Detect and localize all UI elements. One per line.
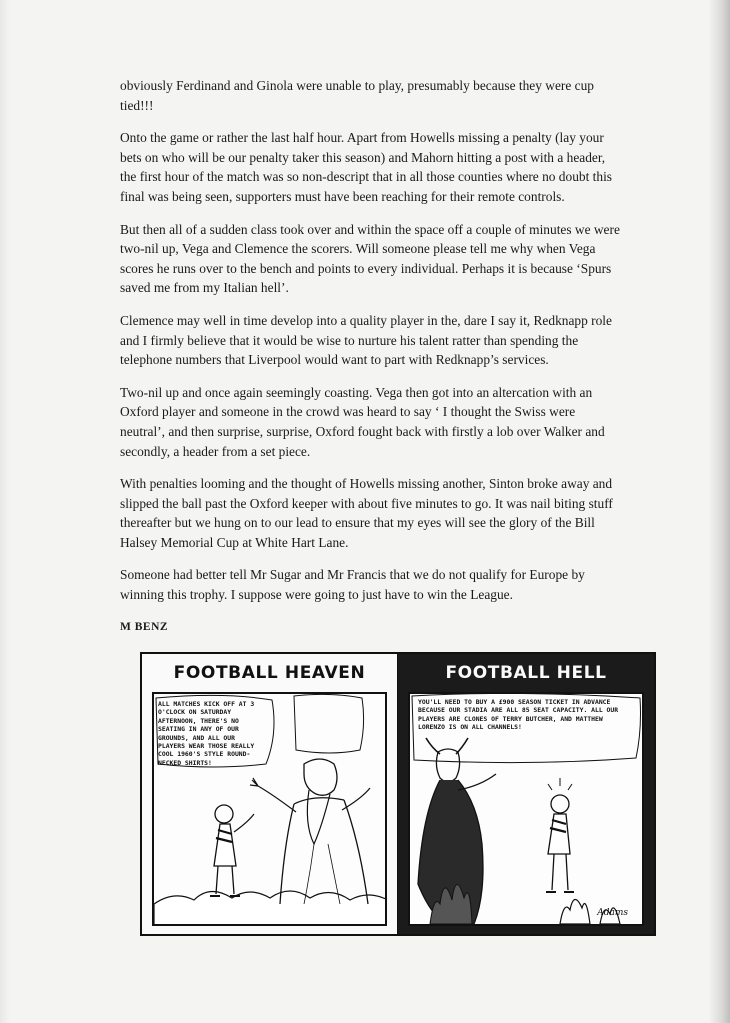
cartoon-frame-heaven bbox=[152, 692, 387, 926]
paragraph: But then all of a sudden class took over and within the space off a couple of minutes we were two-nil up, Vega and Clemence the scorers. Will someone please tell me why when Vega scores he runs over to the bench and points to every individual. Perhaps it is because ‘Spurs saved me from my Italian hell’. bbox=[120, 221, 620, 296]
paragraph: Onto the game or rather the last half hour. Apart from Howells missing a penalty (lay your bets on who will be our penalty taker this season) and Mahorn hitting a post with a header, the first hour of the match was so non-descript that in all those counties where no doubt this final was being seen, supporters must have been reaching for their remote controls. bbox=[120, 130, 613, 204]
cartoon-frame-hell bbox=[408, 692, 644, 926]
page-edge-right bbox=[708, 0, 730, 1023]
paragraph: Someone had better tell Mr Sugar and Mr Francis that we do not qualify for Europe by winning this trophy. I suppose were going to just have to win the League. bbox=[120, 567, 585, 603]
page-edge-left bbox=[0, 0, 10, 1023]
heaven-speech-caption: ALL MATCHES KICK OFF AT 3 O'CLOCK ON SATURDAY AFTERNOON, THERE'S NO SEATING IN ANY OF OUR GROUNDS, AND ALL OUR PLAYERS WEAR THOSE REALLY COOL 1960'S STYLE ROUND-NECKED SHIRTS! bbox=[158, 700, 255, 767]
panel-title-hell: FOOTBALL HELL bbox=[445, 663, 607, 683]
paragraph: Clemence may well in time develop into a quality player in the, dare I say it, Redknapp role and I firmly believe that it would be wise to nurture his talent ratter than spending the telephone numbers that Liverpool would want to part with Redknapp’s services. bbox=[120, 312, 612, 368]
paragraph: Two-nil up and once again seemingly coasting. Vega then got into an altercation with an Oxford player and someone in the crowd was heard to say ‘ I thought the Swiss were neutral’, and then surprise, surprise, Oxford fought back with firstly a lob over Walker and secondly, a header from a set piece. bbox=[120, 384, 605, 459]
article-body bbox=[120, 76, 620, 637]
cartoon-panel-heaven bbox=[142, 654, 398, 934]
author-byline: M BENZ bbox=[120, 620, 169, 633]
hell-speech-caption: YOU'LL NEED TO BUY A £900 SEASON TICKET IN ADVANCE BECAUSE OUR STADIA ARE ALL 85 SEAT CAPACITY. ALL OUR PLAYERS ARE CLONES OF TERRY BUTCHER, AND MATTHEW LORENZO IS ON ALL CHANNELS! bbox=[418, 698, 619, 732]
cartoon-panel-hell bbox=[398, 654, 654, 934]
panel-title-heaven: FOOTBALL HEAVEN bbox=[173, 663, 366, 683]
paragraph: obviously Ferdinand and Ginola were unable to play, presumably because they were cup tied!!! bbox=[120, 78, 594, 113]
artist-signature: Adams bbox=[597, 908, 628, 918]
paragraph: With penalties looming and the thought of Howells missing another, Sinton broke away and slipped the ball past the Oxford keeper with about five minutes to go. It was nail biting stuff thereafter but we hung on to our lead to ensure that my eyes will see the glory of the Bill Halsey Memorial Cup at White Hart Lane. bbox=[120, 476, 613, 550]
cartoon-strip bbox=[140, 652, 656, 936]
